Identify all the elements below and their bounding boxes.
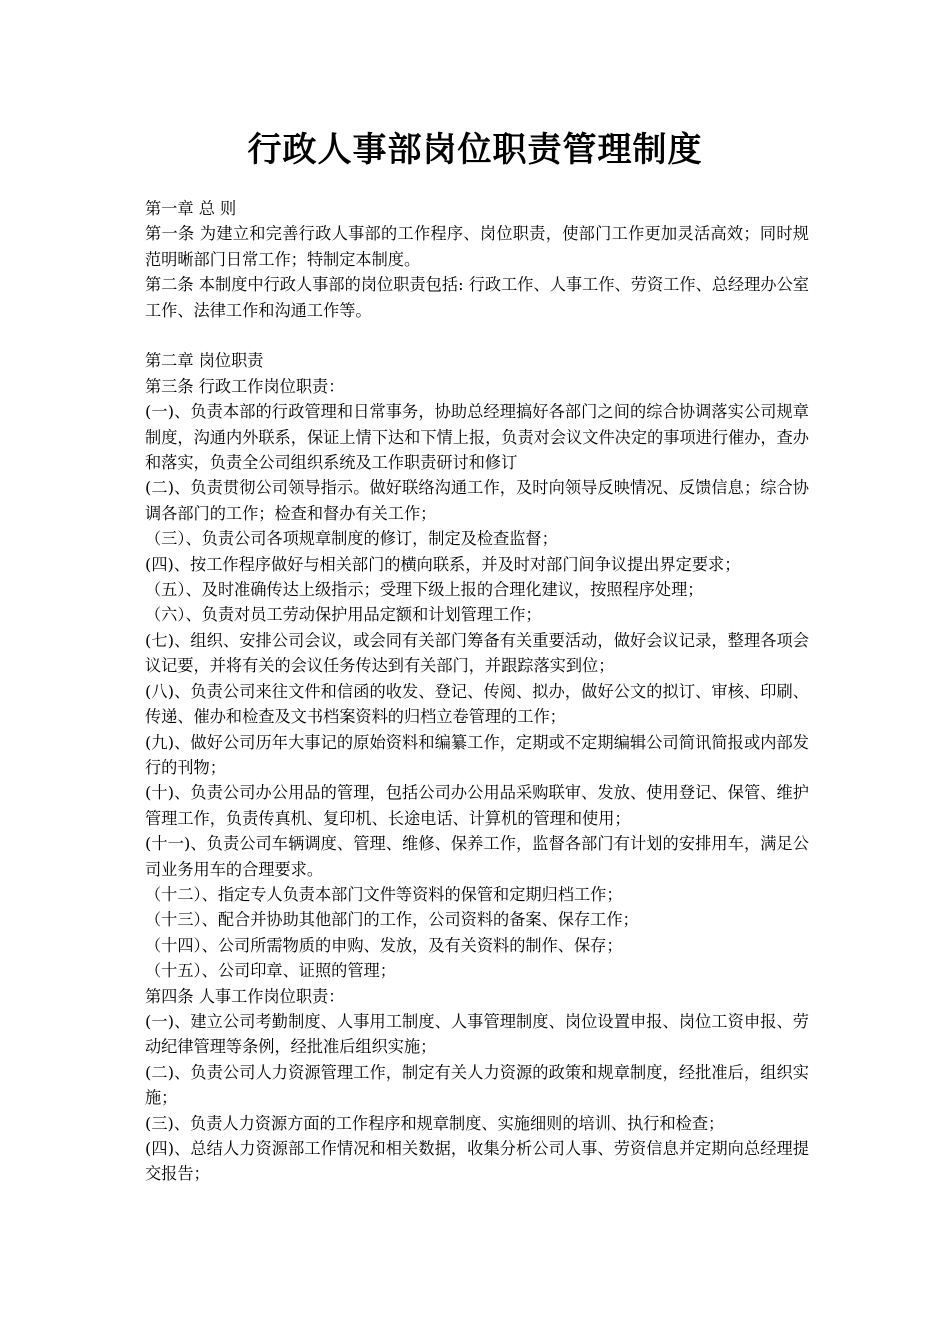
list-item: （六）、负责对员工劳动保护用品定额和计划管理工作； [145, 605, 542, 625]
chapter-heading: 第二章 岗位职责 [145, 351, 264, 371]
list-item: （十四）、公司所需物质的申购、发放，及有关资料的制作、保存； [145, 935, 623, 955]
list-item: (十一)、负责公司车辆调度、管理、维修、保养工作，监督各部门有计划的安排用车，满足公司业务用车的合理要求。 [145, 834, 809, 879]
list-item: (一)、负责本部的行政管理和日常事务，协助总经理搞好各部门之间的综合协调落实公司规章制度，沟通内外联系，保证上情下达和下情上报，负责对会议文件决定的事项进行催办，查办和落实，负责全公司组织系统及工作职责研讨和修订 [145, 402, 809, 473]
article-paragraph: 第一条 为建立和完善行政人事部的工作程序、岗位职责，使部门工作更加灵活高效；同时规范明晰部门日常工作；特制定本制度。 [145, 224, 809, 269]
list-item: （十二）、指定专人负责本部门文件等资料的保管和定期归档工作； [145, 884, 623, 904]
list-item: (十)、负责公司办公用品的管理，包括公司办公用品采购联审、发放、使用登记、保管、维护管理工作，负责传真机、复印机、长途电话、计算机的管理和使用； [145, 783, 809, 828]
list-item: (九)、做好公司历年大事记的原始资料和编纂工作，定期或不定期编辑公司简讯简报或内部发行的刊物； [145, 732, 809, 777]
list-item: (二)、负责公司人力资源管理工作，制定有关人力资源的政策和规章制度，经批准后，组织实施； [145, 1062, 809, 1108]
article-heading: 第三条 行政工作岗位职责： [145, 376, 345, 396]
article-paragraph: 第二条 本制度中行政人事部的岗位职责包括: 行政工作、人事工作、劳资工作、总经理办公室工作、法律工作和沟通工作等。 [145, 275, 809, 320]
list-item: (七)、组织、安排公司会议，或会同有关部门筹备有关重要活动，做好会议记录，整理各项会议记要，并将有关的会议任务传达到有关部门，并跟踪落实到位； [145, 630, 809, 676]
list-item: (四)、总结人力资源部工作情况和相关数据，收集分析公司人事、劳资信息并定期向总经理提交报告； [145, 1139, 809, 1184]
list-item: (八)、负责公司来往文件和信函的收发、登记、传阅、拟办，做好公文的拟订、审核、印刷、传递、催办和检查及文书档案资料的归档立卷管理的工作； [145, 681, 809, 727]
list-item: (三)、负责人力资源方面的工作程序和规章制度、实施细则的培训、执行和检查； [145, 1113, 725, 1133]
chapter-heading: 第一章 总 则 [145, 199, 237, 218]
list-item: (一)、建立公司考勤制度、人事用工制度、人事管理制度、岗位设置申报、岗位工资申报、劳动纪律管理等条例，经批准后组织实施； [145, 1011, 809, 1057]
document-body [145, 196, 809, 1187]
list-item: （十五）、公司印章、证照的管理； [145, 961, 396, 981]
list-item: （五）、及时准确传达上级指示；受理下级上报的合理化建议，按照程序处理； [145, 580, 704, 600]
list-item: (二)、负责贯彻公司领导指示。做好联络沟通工作，及时向领导反映情况、反馈信息；综合协调各部门的工作；检查和督办有关工作； [145, 478, 809, 523]
document-title: 行政人事部岗位职责管理制度 [247, 130, 703, 170]
list-item: （三）、负责公司各项规章制度的修订，制定及检查监督； [145, 529, 558, 549]
list-item: (四)、按工作程序做好与相关部门的横向联系，并及时对部门间争议提出界定要求； [145, 554, 741, 574]
list-item: （十三）、配合并协助其他部门的工作，公司资料的备案、保存工作； [145, 910, 639, 930]
article-heading: 第四条 人事工作岗位职责： [145, 986, 345, 1006]
paragraph-gap [145, 323, 809, 348]
